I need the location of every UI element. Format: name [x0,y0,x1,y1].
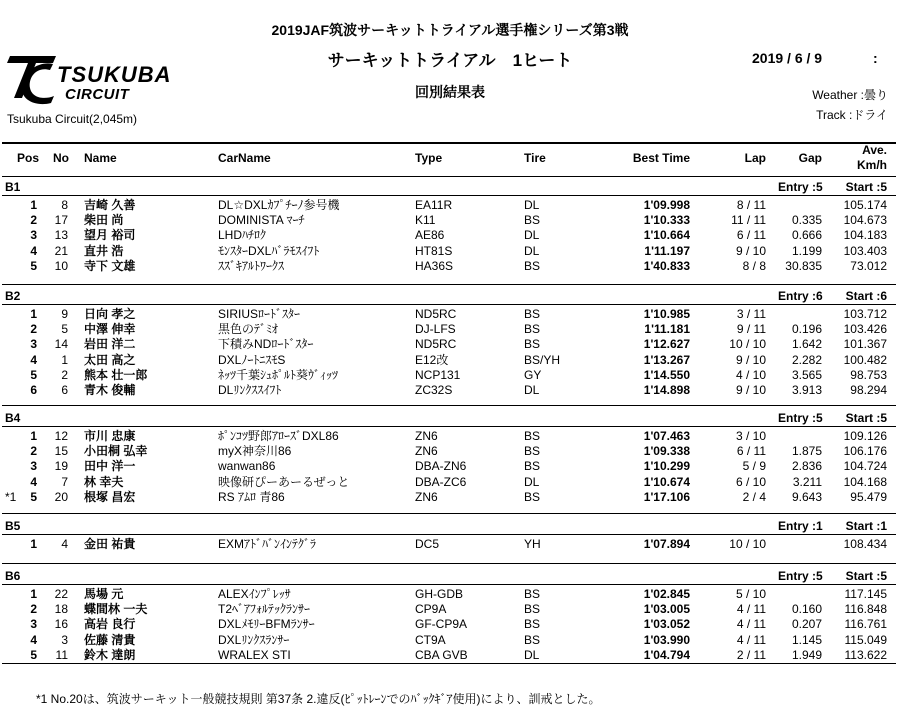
cell-type: E12改 [415,352,449,367]
cell-gap: 3.211 [792,474,822,489]
cell-best-time: 1'10.664 [643,228,690,243]
cell-type: HT81S [415,243,453,258]
cell-tire: BS [524,337,541,352]
cell-car-name: ｽｽﾞｷｱﾙﾄﾜｰｸｽ [218,258,285,273]
cell-driver-name: 小田桐 弘幸 [84,444,148,459]
cell-type: DJ-LFS [415,322,456,337]
cell-driver-name: 根塚 昌宏 [84,489,136,504]
cell-car-name: T2ﾍﾞｱﾌｫﾙﾃｯｸﾗﾝｻｰ [218,602,311,617]
class-header-rule [2,195,896,196]
cell-gap: 2.836 [791,459,822,474]
class-name: B4 [5,411,21,425]
cell-type: NCP131 [415,367,461,382]
cell-no: 22 [54,587,68,601]
event-title: 2019JAF筑波サーキットトライアル選手権シリーズ第3戦 [271,22,629,38]
cell-type: GF-CP9A [415,617,468,632]
cell-no: 2 [61,367,68,382]
cell-car-name: EXMｱﾄﾞﾊﾞﾝｲﾝﾃｸﾞﾗ [218,537,317,551]
cell-pos: 5 [30,367,37,382]
tc-logo-icon [6,52,58,108]
cell-driver-name: 鈴木 達朗 [84,647,136,662]
cell-pos: 4 [30,352,37,367]
class-start-count: Start :1 [845,519,887,533]
cell-car-name: DOMINISTA ﾏｰﾁ [218,213,305,228]
cell-lap: 3 / 10 [735,429,766,443]
cell-car-name: DXLﾘﾝｸｽﾗﾝｻｰ [218,632,290,647]
tsukuba-logo [6,52,218,108]
class-start-count: Start :5 [845,411,887,425]
cell-gap: 1.949 [791,647,822,662]
cell-gap: 1.199 [791,243,822,258]
cell-ave-speed: 104.673 [843,213,887,228]
cell-tire: DL [524,383,540,397]
cell-best-time: 1'03.005 [643,602,690,617]
cell-best-time: 1'10.674 [643,474,690,489]
cell-tire: BS [524,429,541,443]
cell-pos: 4 [30,632,37,647]
weather-info: Weather :曇り [812,88,888,102]
class-entry-count: Entry :1 [778,519,823,533]
cell-ave-speed: 106.176 [843,444,887,459]
class-start-count: Start :5 [845,180,887,194]
cell-no: 6 [61,383,68,397]
cell-no: 21 [54,243,68,258]
cell-car-name: 映像研ぴーあーるぜっと [218,474,350,489]
sub-title: 回別結果表 [415,84,485,100]
class-name: B5 [5,519,21,533]
cell-lap: 4 / 10 [735,367,766,382]
cell-driver-name: 高岩 良行 [84,617,136,632]
cell-no: 16 [54,617,68,632]
cell-tire: BS [524,322,541,337]
cell-no: 9 [61,307,68,321]
race-date: 2019 / 6 / 9 [752,50,823,66]
cell-lap: 9 / 11 [736,322,766,337]
cell-tire: GY [524,367,542,382]
cell-best-time: 1'13.267 [643,352,690,367]
cell-driver-name: 田中 洋一 [84,459,136,474]
cell-ave-speed: 98.753 [850,367,887,382]
cell-car-name: 黒色のﾃﾞﾐｵ [218,322,279,337]
cell-tire: BS [524,213,541,228]
cell-no: 17 [54,213,68,228]
cell-lap: 9 / 10 [735,352,766,367]
cell-car-name: ﾈｯﾂ千葉ｼｭﾎﾟﾙﾄ葵ｳﾞｨｯﾂ [218,367,339,382]
cell-car-name: ALEXｲﾝﾌﾟﾚｯｻ [218,587,291,601]
circuit-name: Tsukuba Circuit(2,045m) [7,112,138,126]
cell-best-time: 1'11.197 [644,243,690,258]
cell-ave-speed: 101.367 [843,337,887,352]
cell-no: 20 [54,489,68,504]
cell-type: ZC32S [415,383,453,397]
cell-pos: 5 [30,647,37,662]
cell-ave-speed: 103.712 [843,307,887,321]
col-name: Name [84,151,117,165]
cell-ave-speed: 104.168 [843,474,887,489]
cell-no: 19 [54,459,68,474]
cell-ave-speed: 105.174 [843,198,887,212]
cell-ave-speed: 117.145 [844,587,887,601]
cell-no: 13 [54,228,68,243]
cell-car-name: wanwan86 [218,459,276,474]
cell-pos: 3 [30,617,37,632]
cell-driver-name: 金田 祐貴 [84,537,136,551]
cell-type: CBA GVB [415,647,468,662]
cell-lap: 5 / 9 [742,459,766,474]
cell-ave-speed: 116.761 [844,617,887,632]
cell-gap: 1.145 [791,632,822,647]
cell-car-name: LHDﾊﾁﾛｸ [218,228,267,243]
cell-best-time: 1'03.052 [643,617,690,632]
cell-gap: 3.913 [791,383,822,397]
cell-type: CT9A [415,632,446,647]
cell-driver-name: 望月 裕司 [84,228,136,243]
cell-type: ZN6 [415,444,438,459]
cell-tire: BS [524,489,541,504]
cell-best-time: 1'14.898 [643,383,690,397]
cell-ave-speed: 104.724 [843,459,887,474]
class-bottom-rule [2,663,896,664]
class-name: B6 [5,569,21,583]
cell-best-time: 1'17.106 [643,489,690,504]
cell-tire: DL [524,228,540,243]
class-header-rule [2,304,896,305]
cell-lap: 8 / 8 [742,258,766,273]
cell-no: 8 [61,198,68,212]
cell-lap: 5 / 10 [735,587,766,601]
cell-pos: 3 [30,337,37,352]
cell-pos: 3 [30,228,37,243]
cell-ave-speed: 113.622 [844,647,887,662]
cell-gap: 2.282 [791,352,822,367]
class-entry-count: Entry :5 [778,180,823,194]
cell-type: ZN6 [415,489,438,504]
cell-lap: 4 / 11 [736,617,766,632]
cell-lap: 6 / 10 [735,474,766,489]
cell-driver-name: 中澤 伸幸 [84,322,136,337]
class-bottom-rule [2,563,896,564]
cell-gap: 0.207 [791,617,822,632]
cell-driver-name: 蝶間林 一夫 [84,602,148,617]
cell-no: 3 [61,632,68,647]
cell-tire: BS [524,307,541,321]
logo-text-tsukuba: TSUKUBA [57,62,172,87]
cell-driver-name: 日向 孝之 [84,307,136,321]
cell-type: CP9A [415,602,447,617]
cell-pos: 1 [30,587,37,601]
cell-car-name: ﾓﾝｽﾀｰDXLﾊﾞﾗﾓｽｲﾌﾄ [218,243,320,258]
cell-gap: 30.835 [785,258,822,273]
cell-type: ND5RC [415,337,457,352]
cell-car-name: DLﾘﾝｸｽｽｲﾌﾄ [218,383,282,397]
cell-tire: DL [524,243,540,258]
col-pos: Pos [17,151,40,165]
cell-lap: 6 / 11 [736,444,766,459]
cell-driver-name: 岩田 洋二 [84,337,136,352]
cell-no: 10 [54,258,68,273]
class-entry-count: Entry :5 [778,411,823,425]
cell-tire: BS [524,632,541,647]
cell-driver-name: 佐藤 清貴 [84,632,136,647]
cell-no: 15 [54,444,68,459]
logo-text-circuit: CIRCUIT [65,86,130,103]
cell-gap: 3.565 [791,367,822,382]
cell-car-name: DXLﾉｰﾄﾆｽﾓS [218,352,286,367]
race-time-colon: : [873,50,878,66]
col-lap: Lap [744,151,766,165]
cell-ave-speed: 100.482 [843,352,887,367]
cell-car-name: DXLﾒﾓﾘｰBFMﾗﾝｻｰ [218,617,315,632]
col-car: CarName [218,151,271,165]
cell-no: 18 [54,602,68,617]
cell-tire: BS [524,444,541,459]
cell-lap: 6 / 11 [736,228,766,243]
cell-lap: 9 / 10 [735,243,766,258]
class-header-rule [2,534,896,535]
class-bottom-rule [2,405,896,406]
cell-pos: 1 [30,429,37,443]
cell-car-name: RS ｱﾑﾛ 青86 [218,489,285,504]
track-condition: Track :ドライ [816,108,888,122]
cell-type: DBA-ZN6 [415,459,467,474]
cell-car-name: myX神奈川86 [218,444,292,459]
cell-tire: BS [524,258,541,273]
class-start-count: Start :6 [845,289,887,303]
cell-best-time: 1'10.299 [643,459,690,474]
cell-gap: 1.875 [791,444,822,459]
cell-no: 1 [61,352,68,367]
cell-driver-name: 直井 浩 [84,243,124,258]
cell-tire: YH [524,537,541,551]
cell-ave-speed: 115.049 [844,632,887,647]
cell-pos: 5 [30,258,37,273]
header-rule-bottom [2,176,896,177]
cell-best-time: 1'10.985 [643,307,690,321]
cell-driver-name: 林 幸夫 [84,474,124,489]
cell-driver-name: 寺下 文雄 [84,258,136,273]
cell-best-time: 1'07.463 [643,429,690,443]
cell-ave-speed: 95.479 [850,489,887,504]
cell-best-time: 1'04.794 [643,647,690,662]
cell-driver-name: 馬場 元 [84,587,124,601]
cell-pos: 1 [30,198,37,212]
class-bottom-rule [2,513,896,514]
cell-tire: DL [524,647,540,662]
cell-ave-speed: 98.294 [850,383,887,397]
footnote: *1 No.20は、筑波サーキット一般競技規則 第37条 2.違反(ﾋﾟｯﾄﾚｰﾝでのﾊﾞｯｸｷﾞｱ使用)により、訓戒とした。 [36,692,601,706]
cell-best-time: 1'03.990 [643,632,690,647]
cell-best-time: 1'07.894 [643,537,690,551]
cell-best-time: 1'11.181 [644,322,690,337]
cell-type: AE86 [415,228,445,243]
cell-lap: 10 / 10 [729,337,766,352]
cell-gap: 9.643 [791,489,822,504]
cell-pos: 3 [30,459,37,474]
cell-best-time: 1'09.998 [643,198,690,212]
cell-ave-speed: 116.848 [844,602,887,617]
cell-type: DC5 [415,537,440,551]
cell-pos: 2 [30,602,37,617]
cell-lap: 2 / 11 [736,647,766,662]
cell-driver-name: 熊本 壮一郎 [84,367,148,382]
cell-type: HA36S [415,258,454,273]
col-tire: Tire [524,151,546,165]
cell-best-time: 1'09.338 [643,444,690,459]
cell-car-name: SIRIUSﾛｰﾄﾞｽﾀｰ [218,307,301,321]
cell-tire: DL [524,474,540,489]
cell-lap: 8 / 11 [736,198,766,212]
cell-pos: 5 [30,489,37,504]
cell-type: ND5RC [415,307,457,321]
cell-lap: 4 / 11 [736,632,766,647]
cell-ave-speed: 103.426 [843,322,887,337]
cell-gap: 0.335 [791,213,822,228]
cell-gap: 1.642 [791,337,822,352]
cell-pos: 6 [30,383,37,397]
cell-lap: 3 / 11 [736,307,766,321]
cell-pos: 1 [30,307,37,321]
cell-ave-speed: 108.434 [843,537,887,551]
race-title: サーキットトライアル 1ヒート [327,51,573,70]
cell-tire: BS [524,602,541,617]
col-gap: Gap [798,151,822,165]
col-no: No [53,151,69,165]
cell-lap: 4 / 11 [736,602,766,617]
cell-no: 7 [61,474,68,489]
cell-gap: 0.666 [791,228,822,243]
cell-pos: 4 [30,474,37,489]
cell-driver-name: 青木 俊輔 [84,383,136,397]
cell-type: ZN6 [415,429,438,443]
cell-lap: 11 / 11 [731,213,766,228]
cell-pos: 2 [30,213,37,228]
cell-ave-speed: 109.126 [843,429,887,443]
cell-lap: 9 / 10 [735,383,766,397]
cell-car-name: 下積みNDﾛｰﾄﾞｽﾀｰ [218,337,314,352]
cell-lap: 2 / 4 [742,489,766,504]
cell-pos: 2 [30,444,37,459]
cell-tire: BS [524,459,541,474]
cell-best-time: 1'10.333 [643,213,690,228]
col-kmh: Km/h [857,158,887,172]
cell-pos: 2 [30,322,37,337]
cell-pos: 4 [30,243,37,258]
cell-tire: BS [524,587,541,601]
cell-best-time: 1'14.550 [643,367,690,382]
cell-driver-name: 吉崎 久善 [84,198,136,212]
class-name: B2 [5,289,21,303]
cell-type: GH-GDB [415,587,463,601]
cell-type: K11 [415,213,436,228]
col-ave: Ave. [862,143,887,157]
cell-car-name: WRALEX STI [218,647,291,662]
cell-tire: DL [524,198,540,212]
cell-pos: 1 [30,537,37,551]
cell-lap: 10 / 10 [729,537,766,551]
cell-best-time: 1'40.833 [643,258,690,273]
class-start-count: Start :5 [845,569,887,583]
cell-driver-name: 太田 高之 [84,352,136,367]
class-bottom-rule [2,284,896,285]
cell-tire: BS/YH [524,352,561,367]
cell-ave-speed: 103.403 [843,243,887,258]
cell-no: 4 [61,537,68,551]
cell-car-name: DL☆DXLｶﾌﾟﾁｰﾉ参号機 [218,198,340,212]
class-header-rule [2,426,896,427]
cell-no: 12 [54,429,68,443]
cell-driver-name: 柴田 尚 [84,213,124,228]
cell-ave-speed: 104.183 [843,228,887,243]
class-name: B1 [5,180,21,194]
cell-no: 11 [55,647,68,662]
cell-driver-name: 市川 忠康 [84,429,136,443]
cell-car-name: ﾎﾟﾝｺﾂ野郎ｱﾛｰｽﾞDXL86 [218,429,339,443]
class-header-rule [2,584,896,585]
cell-penalty-mark: *1 [5,489,17,504]
col-best: Best Time [632,151,690,165]
cell-ave-speed: 73.012 [850,258,887,273]
cell-tire: BS [524,617,541,632]
class-entry-count: Entry :5 [778,569,823,583]
cell-no: 5 [61,322,68,337]
header-rule-top [2,142,896,144]
cell-best-time: 1'02.845 [643,587,690,601]
cell-gap: 0.160 [791,602,822,617]
cell-gap: 0.196 [791,322,822,337]
cell-no: 14 [54,337,68,352]
cell-type: DBA-ZC6 [415,474,467,489]
class-entry-count: Entry :6 [778,289,823,303]
cell-type: EA11R [415,198,453,212]
col-type: Type [415,151,443,165]
cell-best-time: 1'12.627 [643,337,690,352]
